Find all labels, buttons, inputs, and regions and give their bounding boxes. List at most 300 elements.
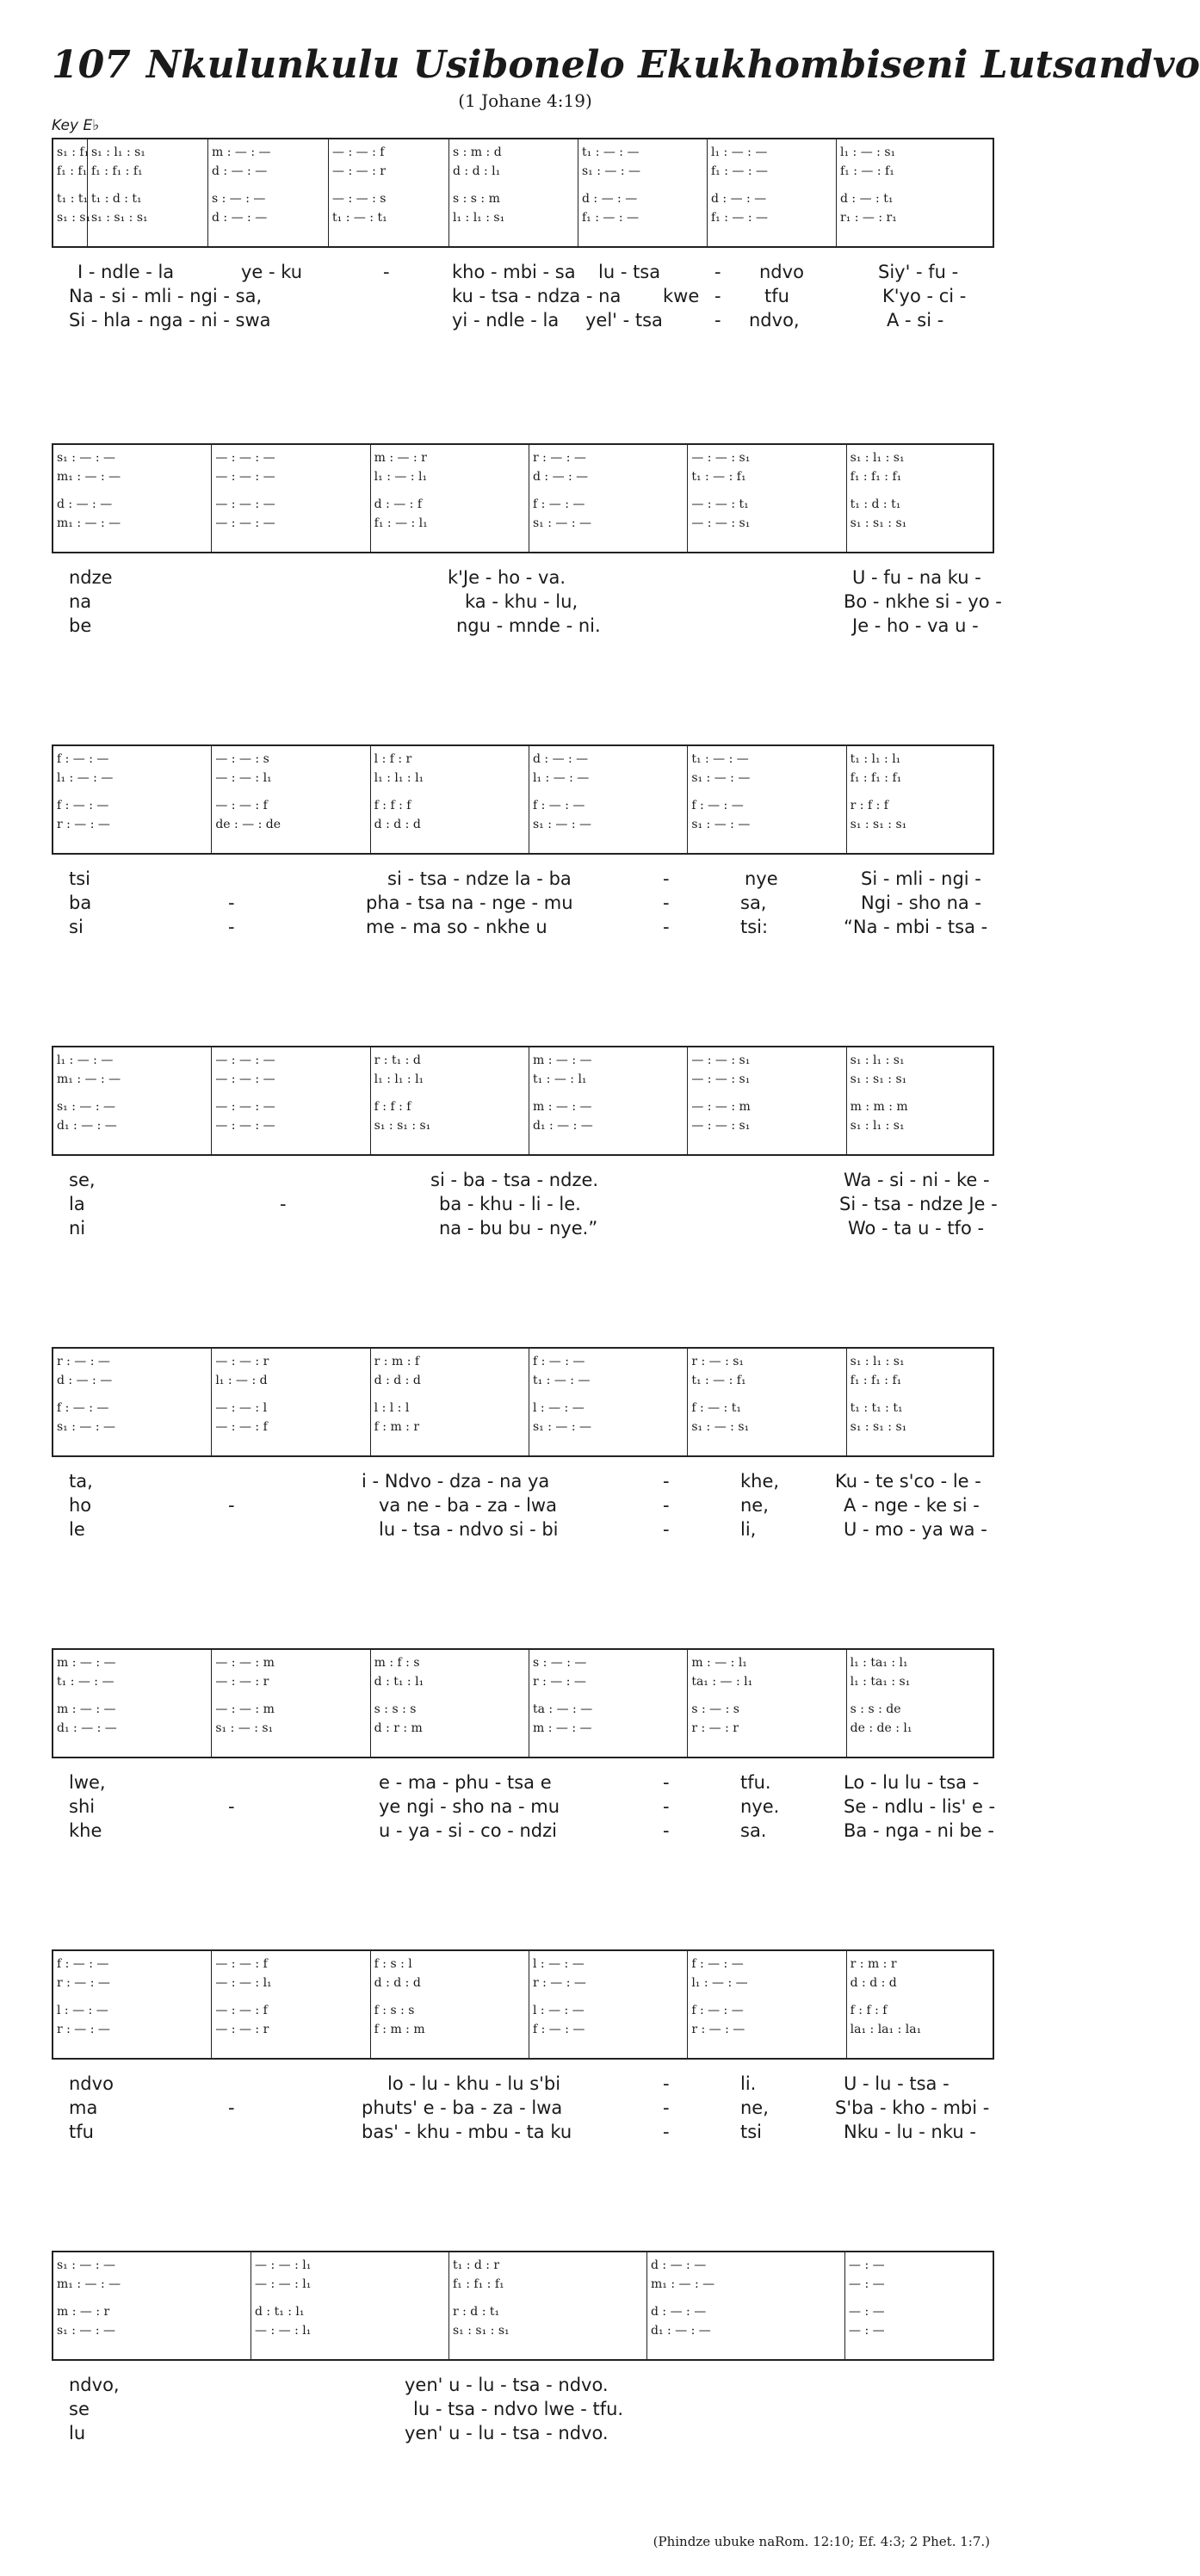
alto-notes: d : d : d (374, 1976, 421, 1990)
lyric-syllables: S'ba - kho - mbi - (835, 2097, 990, 2118)
alto-notes: — : — : l₁ (255, 2277, 312, 2291)
lyric-syllables: li, (740, 1519, 757, 1540)
soprano-notes: r : m : r (850, 1957, 897, 1971)
soprano-notes: l₁ : ta₁ : l₁ (850, 1656, 908, 1670)
measure (688, 445, 846, 552)
lyric-line-verse-1 (60, 1770, 990, 1795)
lyric-syllables: Se - ndlu - lis' e - (844, 1796, 996, 1817)
bass-notes: m₁ : — : — (57, 516, 121, 530)
alto-notes: ta₁ : — : l₁ (691, 1675, 753, 1689)
bass-notes: r₁ : — : r₁ (840, 211, 897, 225)
lyric-syllables: - (663, 893, 670, 913)
bass-notes: — : — : f (215, 1420, 268, 1434)
tenor-notes: — : — : f (215, 2004, 268, 2017)
bass-notes: s₁ : — : — (691, 818, 751, 831)
measure (53, 445, 212, 552)
measure (53, 2252, 251, 2359)
measure (847, 445, 993, 552)
soprano-notes: l₁ : — : s₁ (840, 145, 896, 159)
tenor-notes: s : s : m (453, 192, 500, 206)
alto-notes: f₁ : f₁ : f₁ (453, 2277, 504, 2291)
bass-notes: — : — : l₁ (255, 2324, 312, 2338)
measure (329, 139, 449, 246)
lyric-syllables: - (663, 1495, 670, 1516)
hymn-title-line (52, 43, 1200, 88)
lyric-line-verse-1 (60, 2373, 990, 2397)
lyric-syllables: Lo - lu lu - tsa - (844, 1772, 980, 1793)
alto-notes: d : d : d (374, 1374, 421, 1387)
measure (688, 1349, 846, 1455)
lyric-line-verse-2 (60, 284, 990, 308)
measure (212, 746, 370, 853)
bass-notes: d₁ : — : — (57, 1721, 117, 1735)
lyric-syllables: tsi: (740, 917, 769, 937)
lyric-syllables: lu - tsa (598, 262, 661, 282)
bass-notes: s₁ : s₁ : s₁ (850, 1420, 907, 1434)
lyric-syllables: - (663, 2097, 670, 2118)
tenor-notes: f : s : s (374, 2004, 415, 2017)
bass-notes: s₁ : s₁ : s₁ (850, 516, 907, 530)
tenor-notes: f : f : f (374, 1100, 411, 1114)
lyrics-block (52, 1469, 994, 1552)
lyrics-block (52, 867, 994, 949)
lyric-syllables: me - ma so - nkhe u (366, 917, 547, 937)
alto-notes: — : — (849, 2277, 885, 2291)
alto-notes: f₁ : f₁ : f₁ (850, 771, 902, 785)
tenor-notes: — : — : — (215, 497, 275, 511)
lyric-syllables: - (714, 310, 721, 330)
lyric-syllables: kwe (663, 286, 700, 306)
alto-notes: l₁ : — : — (57, 771, 114, 785)
lyric-line-verse-1 (60, 1168, 990, 1192)
measure (847, 1650, 993, 1757)
alto-notes: l₁ : — : d (215, 1374, 268, 1387)
tenor-notes: — : — : f (215, 799, 268, 812)
alto-notes: f₁ : — : f₁ (840, 164, 894, 178)
alto-notes: f₁ : f₁ : f₁ (850, 470, 902, 484)
bass-notes: — : — : — (215, 1119, 275, 1133)
soprano-notes: m : — : l₁ (691, 1656, 747, 1670)
bass-notes: l₁ : l₁ : s₁ (453, 211, 505, 225)
scripture-crossref-footer: (Phindze ubuke naRom. 12:10; Ef. 4:3; 2 Phet. 1:7.) (653, 2534, 990, 2549)
lyric-syllables: Je - ho - va u - (852, 615, 979, 636)
bass-notes: d₁ : — : — (532, 1119, 593, 1133)
lyric-line-verse-2 (60, 1795, 996, 1819)
bass-notes: s₁ : s₁ (57, 211, 91, 225)
bass-notes: s₁ : l₁ : s₁ (850, 1119, 905, 1133)
alto-notes: r : — : — (532, 1675, 586, 1689)
soprano-notes: m : — : — (212, 145, 271, 159)
lyric-syllables: - (228, 917, 235, 937)
tenor-notes: f : — : — (691, 799, 744, 812)
lyric-line-verse-1 (60, 565, 990, 590)
lyric-syllables: I - ndle - la (77, 262, 175, 282)
soprano-notes: r : — : — (57, 1355, 110, 1368)
bass-notes: m : — : — (532, 1721, 592, 1735)
lyric-line-verse-1 (60, 2072, 990, 2096)
tenor-notes: m : — : — (57, 1702, 116, 1716)
lyric-syllables: tfu. (740, 1772, 771, 1793)
lyric-syllables: nye (745, 868, 778, 889)
lyric-syllables: lu - tsa - ndvo lwe - tfu. (413, 2399, 624, 2419)
music-system-6 (52, 1648, 994, 1853)
soprano-notes: f : — : — (57, 752, 109, 766)
lyric-syllables: ndvo, (749, 310, 800, 330)
measure (53, 1650, 212, 1757)
lyric-syllables: tfu (764, 286, 789, 306)
lyric-syllables: - (383, 262, 390, 282)
lyric-line-verse-2 (60, 590, 1002, 614)
bass-notes: — : — : s₁ (691, 1119, 751, 1133)
score-staff (52, 1648, 994, 1758)
tenor-notes: r : f : f (850, 799, 888, 812)
lyric-line-verse-2 (60, 2096, 990, 2120)
lyric-syllables: si (69, 917, 84, 937)
lyric-syllables: - (663, 1820, 670, 1841)
lyric-syllables: khe, (740, 1471, 780, 1492)
tenor-notes: — : — : m (691, 1100, 751, 1114)
measure (53, 1349, 212, 1455)
soprano-notes: l₁ : — : — (711, 145, 768, 159)
lyrics-block (52, 2373, 994, 2456)
lyric-syllables: na - bu bu - nye.” (439, 1218, 598, 1239)
alto-notes: s₁ : s₁ : s₁ (850, 1072, 907, 1086)
lyric-syllables: Ba - nga - ni be - (844, 1820, 994, 1841)
key-signature: Key E♭ (52, 117, 100, 134)
lyric-line-verse-1 (60, 867, 990, 891)
bass-notes: s₁ : — : s₁ (215, 1721, 274, 1735)
lyric-syllables: ho (69, 1495, 92, 1516)
alto-notes: d : — : — (532, 470, 589, 484)
tenor-notes: t₁ : t₁ : t₁ (850, 1401, 903, 1415)
tenor-notes: m : — : r (57, 2305, 110, 2319)
lyric-syllables: - (663, 1772, 670, 1793)
bass-notes: d : r : m (374, 1721, 423, 1735)
lyric-syllables: ye - ku (241, 262, 303, 282)
tenor-notes: — : — : — (215, 1100, 275, 1114)
bass-notes: s₁ : — : — (57, 1420, 116, 1434)
measure (647, 2252, 845, 2359)
tenor-notes: s : s : de (850, 1702, 901, 1716)
bass-notes: — : — : — (215, 516, 275, 530)
bass-notes: f₁ : — : — (582, 211, 640, 225)
lyrics-block (52, 260, 994, 343)
measure (847, 746, 993, 853)
lyric-syllables: li. (740, 2073, 757, 2094)
lyric-syllables: - (663, 2073, 670, 2094)
measure (847, 1951, 993, 2058)
alto-notes: d : d : l₁ (453, 164, 501, 178)
lyric-syllables: kho - mbi - sa (452, 262, 576, 282)
tenor-notes: t₁ : t₁ (57, 192, 89, 206)
soprano-notes: — : — : f (332, 145, 385, 159)
bass-notes: s₁ : — : — (532, 1420, 592, 1434)
soprano-notes: — : — (849, 2258, 885, 2272)
bass-notes: s₁ : s₁ : s₁ (374, 1119, 431, 1133)
measure (212, 1349, 370, 1455)
tenor-notes: m : — : — (532, 1100, 592, 1114)
lyric-syllables: ba (69, 893, 92, 913)
lyrics-block (52, 2072, 994, 2154)
soprano-notes: l : f : r (374, 752, 412, 766)
soprano-notes: — : — : s₁ (691, 1053, 751, 1067)
lyric-syllables: i - Ndvo - dza - na ya (362, 1471, 550, 1492)
soprano-notes: r : — : s₁ (691, 1355, 745, 1368)
music-system-1 (52, 138, 994, 343)
measure (529, 1951, 688, 2058)
measure (371, 1349, 529, 1455)
music-system-5 (52, 1347, 994, 1552)
tenor-notes: f : f : f (850, 2004, 888, 2017)
measure (529, 1650, 688, 1757)
lyric-syllables: ba - khu - li - le. (439, 1194, 581, 1214)
alto-notes: l₁ : — : l₁ (374, 470, 428, 484)
measure (88, 139, 208, 246)
bass-notes: r : — : — (691, 2023, 745, 2036)
measure (688, 746, 846, 853)
alto-notes: f₁ : f₁ (57, 164, 88, 178)
alto-notes: t₁ : — : — (532, 1374, 591, 1387)
lyric-syllables: tsi (740, 2122, 763, 2142)
lyric-syllables: pha - tsa na - nge - mu (366, 893, 573, 913)
tenor-notes: f : — : — (57, 1401, 109, 1415)
measure (212, 1650, 370, 1757)
measure (53, 1047, 212, 1154)
lyric-syllables: - (714, 262, 721, 282)
soprano-notes: r : — : — (532, 451, 586, 465)
score-staff (52, 2251, 994, 2361)
tenor-notes: f : — : — (532, 497, 585, 511)
measure (847, 1047, 993, 1154)
lyric-syllables: Nku - lu - nku - (844, 2122, 976, 2142)
alto-notes: r : — : — (532, 1976, 586, 1990)
alto-notes: s₁ : — : — (582, 164, 641, 178)
lyric-syllables: Bo - nkhe si - yo - (844, 591, 1002, 612)
lyric-syllables: e - ma - phu - tsa e (379, 1772, 552, 1793)
soprano-notes: f : — : — (57, 1957, 109, 1971)
measure (688, 1951, 846, 2058)
lyric-syllables: se, (69, 1170, 96, 1190)
lyric-line-verse-3 (60, 2120, 990, 2144)
soprano-notes: — : — : s (215, 752, 269, 766)
lyric-syllables: A - nge - ke si - (844, 1495, 980, 1516)
tenor-notes: ta : — : — (532, 1702, 593, 1716)
lyric-syllables: tfu (69, 2122, 94, 2142)
lyric-syllables: nye. (740, 1796, 780, 1817)
alto-notes: — : — : r (332, 164, 386, 178)
lyric-line-verse-2 (60, 2397, 990, 2421)
lyric-syllables: ye ngi - sho na - mu (379, 1796, 560, 1817)
lyric-line-verse-2 (60, 891, 990, 915)
soprano-notes: f : — : — (691, 1957, 744, 1971)
soprano-notes: — : — : f (215, 1957, 268, 1971)
measure (53, 746, 212, 853)
measure (847, 1349, 993, 1455)
lyric-syllables: sa, (740, 893, 767, 913)
alto-notes: d : t₁ : l₁ (374, 1675, 424, 1689)
lyric-syllables: ta, (69, 1471, 93, 1492)
soprano-notes: s₁ : — : — (57, 451, 116, 465)
soprano-notes: — : — : m (215, 1656, 275, 1670)
alto-notes: l₁ : l₁ : l₁ (374, 771, 424, 785)
tenor-notes: d : — : t₁ (840, 192, 894, 206)
tenor-notes: t₁ : d : t₁ (91, 192, 142, 206)
tenor-notes: — : — (849, 2305, 885, 2319)
alto-notes: f₁ : f₁ : f₁ (91, 164, 143, 178)
bass-notes: d₁ : — : — (57, 1119, 117, 1133)
alto-notes: — : — : — (215, 1072, 275, 1086)
measure (53, 139, 91, 246)
lyric-syllables: - (663, 1796, 670, 1817)
soprano-notes: s₁ : f₁ (57, 145, 90, 159)
music-system-8 (52, 2251, 994, 2456)
measure (251, 2252, 449, 2359)
measure (529, 1349, 688, 1455)
bass-notes: s₁ : — : — (532, 516, 592, 530)
alto-notes: t₁ : — : f₁ (691, 1374, 746, 1387)
lyric-syllables: Si - mli - ngi - (861, 868, 981, 889)
bass-notes: t₁ : — : t₁ (332, 211, 387, 225)
bass-notes: f₁ : — : l₁ (374, 516, 428, 530)
tenor-notes: f : — : — (532, 799, 585, 812)
tenor-notes: f : — : — (57, 799, 109, 812)
lyric-syllables: Ngi - sho na - (861, 893, 982, 913)
tenor-notes: l : — : — (532, 2004, 585, 2017)
measure (371, 746, 529, 853)
lyric-syllables: - (663, 868, 670, 889)
lyric-syllables: - (663, 2122, 670, 2142)
soprano-notes: l₁ : — : — (57, 1053, 114, 1067)
lyric-syllables: shi (69, 1796, 96, 1817)
soprano-notes: — : — : s₁ (691, 451, 751, 465)
measure (371, 1047, 529, 1154)
lyric-syllables: K'yo - ci - (882, 286, 967, 306)
measure (708, 139, 837, 246)
lyric-line-verse-3 (60, 2421, 990, 2445)
soprano-notes: s₁ : — : — (57, 2258, 116, 2272)
lyric-syllables: ku - tsa - ndza - na (452, 286, 622, 306)
bass-notes: — : — : r (215, 2023, 269, 2036)
lyric-line-verse-2 (60, 1493, 990, 1517)
bass-notes: la₁ : la₁ : la₁ (850, 2023, 922, 2036)
tenor-notes: d : t₁ : l₁ (255, 2305, 305, 2319)
alto-notes: — : — : s₁ (691, 1072, 751, 1086)
alto-notes: — : — : l₁ (215, 1976, 272, 1990)
soprano-notes: m : f : s (374, 1656, 420, 1670)
soprano-notes: s₁ : l₁ : s₁ (850, 451, 905, 465)
tenor-notes: — : — : s (332, 192, 387, 206)
lyric-syllables: le (69, 1519, 85, 1540)
lyric-syllables: yel' - tsa (585, 310, 663, 330)
tenor-notes: d : — : — (582, 192, 638, 206)
lyric-syllables: yen' u - lu - tsa - ndvo. (405, 2423, 609, 2443)
measure (529, 1047, 688, 1154)
lyric-syllables: Si - hla - nga - ni - swa (69, 310, 271, 330)
tenor-notes: d : — : — (711, 192, 767, 206)
alto-notes: d : — : — (212, 164, 268, 178)
measure (371, 1951, 529, 2058)
alto-notes: — : — : l₁ (215, 771, 272, 785)
lyric-line-verse-3 (60, 308, 990, 332)
lyric-syllables: - (280, 1194, 287, 1214)
soprano-notes: s₁ : l₁ : s₁ (91, 145, 145, 159)
scripture-reference: (1 Johane 4:19) (458, 90, 592, 111)
soprano-notes: — : — : — (215, 1053, 275, 1067)
soprano-notes: r : t₁ : d (374, 1053, 421, 1067)
soprano-notes: r : m : f (374, 1355, 420, 1368)
score-staff (52, 1046, 994, 1156)
lyric-syllables: lo - lu - khu - lu s'bi (387, 2073, 561, 2094)
lyric-syllables: - (663, 917, 670, 937)
measure (688, 1047, 846, 1154)
lyric-syllables: - (714, 286, 721, 306)
score-staff (52, 138, 994, 248)
lyric-syllables: Si - tsa - ndze Je - (839, 1194, 998, 1214)
bass-notes: de : — : de (215, 818, 281, 831)
lyric-syllables: khe (69, 1820, 102, 1841)
lyric-syllables: ndvo (759, 262, 804, 282)
music-system-3 (52, 744, 994, 949)
lyric-line-verse-3 (60, 1819, 994, 1843)
measure (371, 445, 529, 552)
tenor-notes: l : — : — (532, 1401, 585, 1415)
tenor-notes: r : d : t₁ (453, 2305, 500, 2319)
lyric-syllables: k'Je - ho - va. (448, 567, 566, 588)
lyrics-block (52, 565, 1002, 648)
lyric-syllables: na (69, 591, 92, 612)
lyric-syllables: ni (69, 1218, 86, 1239)
score-staff (52, 744, 994, 855)
soprano-notes: d : — : — (651, 2258, 707, 2272)
lyric-syllables: ne, (740, 2097, 769, 2118)
measure (212, 1047, 370, 1154)
measure (449, 2252, 647, 2359)
music-system-4 (52, 1046, 998, 1251)
lyric-syllables: Na - si - mli - ngi - sa, (69, 286, 263, 306)
music-system-7 (52, 1949, 994, 2154)
soprano-notes: — : — : l₁ (255, 2258, 312, 2272)
lyric-syllables: ka - khu - lu, (465, 591, 578, 612)
alto-notes: m₁ : — : — (651, 2277, 715, 2291)
lyric-line-verse-2 (60, 1192, 998, 1216)
bass-notes: — : — (849, 2324, 885, 2338)
measure (212, 1951, 370, 2058)
alto-notes: l₁ : l₁ : l₁ (374, 1072, 424, 1086)
lyric-syllables: sa. (740, 1820, 767, 1841)
lyric-syllables: “Na - mbi - tsa - (844, 917, 988, 937)
lyric-syllables: - (663, 1519, 670, 1540)
bass-notes: s₁ : s₁ : s₁ (453, 2324, 510, 2338)
lyric-syllables: - (228, 1796, 235, 1817)
alto-notes: r : — : — (57, 1976, 110, 1990)
soprano-notes: s : m : d (453, 145, 502, 159)
bass-notes: r : — : — (57, 2023, 110, 2036)
music-system-2 (52, 443, 1002, 648)
hymn-number: 107 (52, 43, 131, 87)
alto-notes: t₁ : — : — (57, 1675, 114, 1689)
measure (578, 139, 708, 246)
alto-notes: l₁ : ta₁ : s₁ (850, 1675, 911, 1689)
tenor-notes: d : — : — (651, 2305, 707, 2319)
measure (449, 139, 578, 246)
hymn-header (52, 43, 1200, 112)
alto-notes: d : — : — (57, 1374, 113, 1387)
lyric-syllables: lu (69, 2423, 86, 2443)
hymn-title: Nkulunkulu Usibonelo Ekukhombiseni Lutsandvo (145, 43, 1200, 87)
soprano-notes: l : — : — (532, 1957, 585, 1971)
lyric-syllables: u - ya - si - co - ndzi (379, 1820, 557, 1841)
measure (212, 445, 370, 552)
